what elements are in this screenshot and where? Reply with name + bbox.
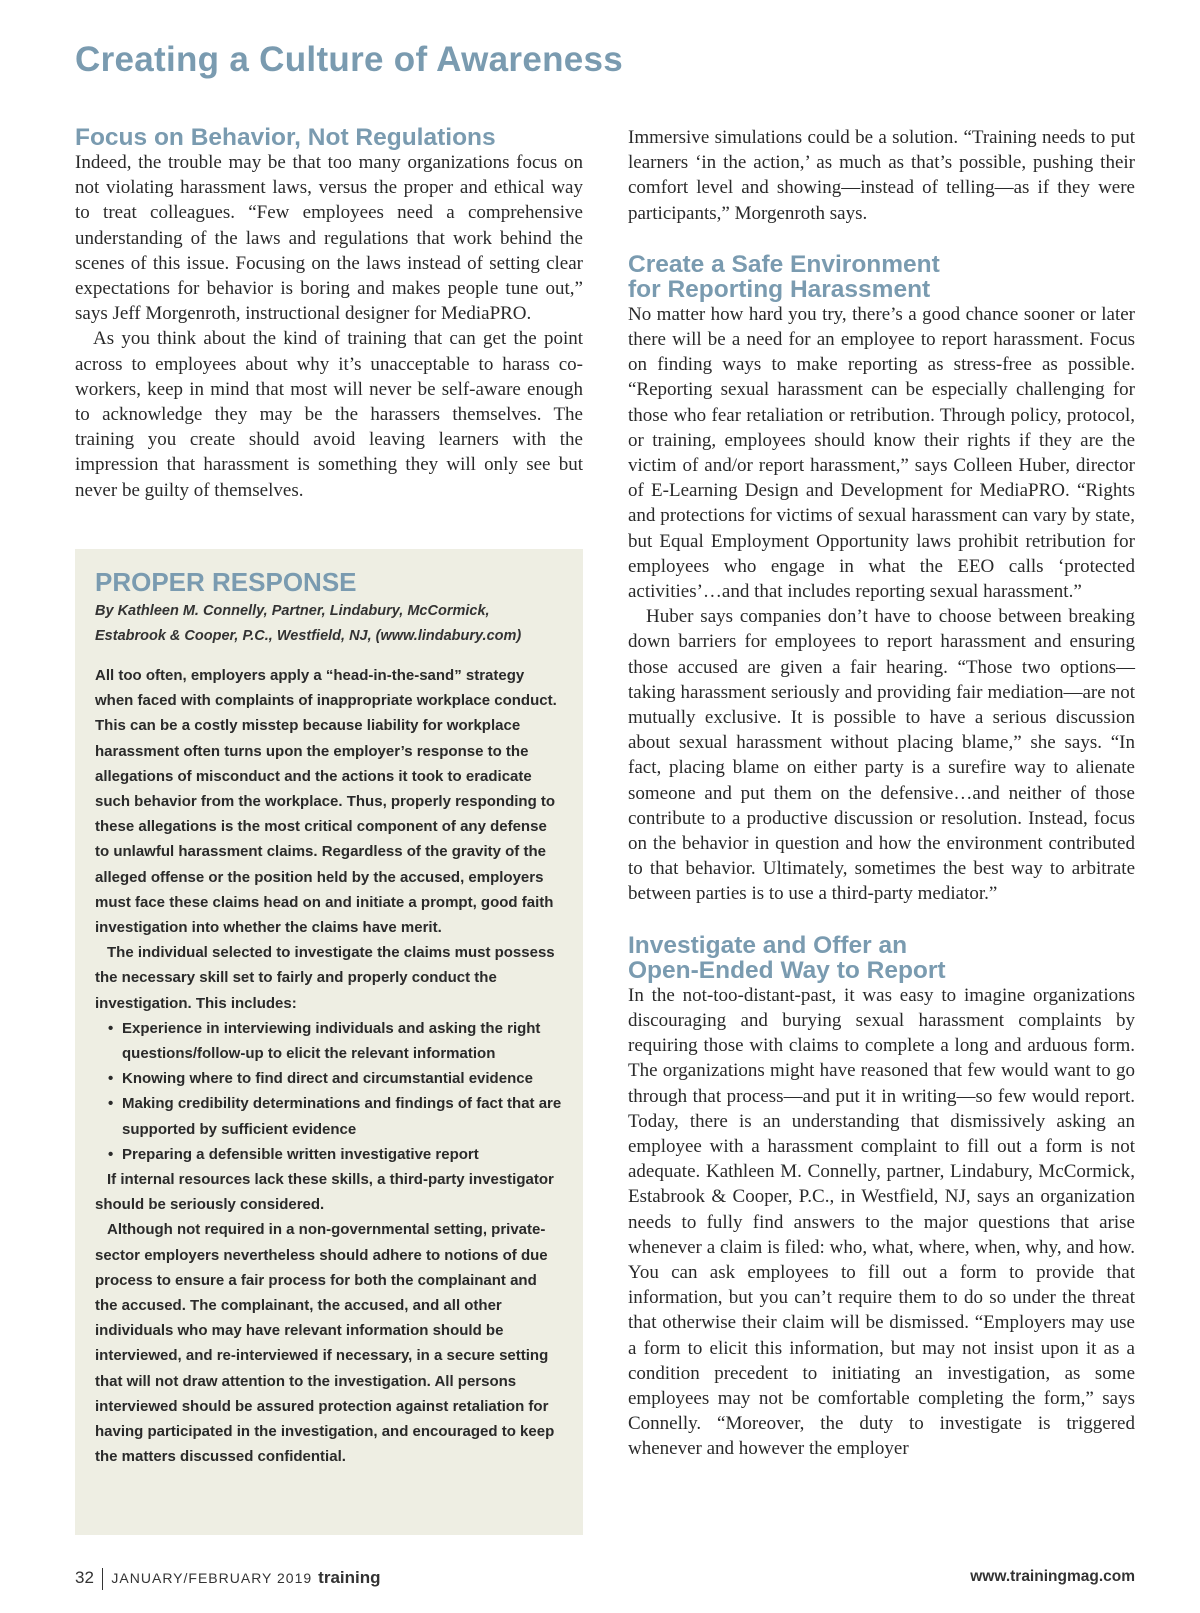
section-heading-investigate: Investigate and Offer an Open-Ended Way to Report: [628, 931, 946, 984]
section-heading-safe-environment: Create a Safe Environment for Reporting Harassment: [628, 250, 940, 303]
list-item: • Preparing a defensible written investigative report: [108, 1142, 563, 1167]
list-item: • Experience in interviewing individuals and asking the right questions/follow-up to elicit the relevant information: [108, 1016, 563, 1066]
magazine-name: training: [318, 1568, 381, 1587]
bullet-icon: •: [108, 1019, 114, 1037]
sidebar-paragraph: Although not required in a non-governmental setting, private-sector employers nevertheless should adhere to notions of due process to ensure a fair process for both the complainant and the accused. The complainant, the accused, and all other individuals who may have relevant information should be interviewed, and re-interviewed if necessary, in a secure setting that will not draw attention to the investigation. All persons interviewed should be assured protection against retaliation for having participated in the investigation, and encouraged to keep the matters discussed confidential.: [95, 1221, 555, 1466]
body-paragraph: As you think about the kind of training that can get the point across to employees about why it’s unacceptable to harass co-workers, keep in mind that most will never be self-aware enough to acknowledge they may be the harassers themselves. The training you create should avoid leaving learners with the impression that harassment is something they will only see but never be guilty of themselves.: [75, 328, 583, 501]
list-item: • Knowing where to find direct and circumstantial evidence: [108, 1066, 563, 1091]
issue-date: JANUARY/FEBRUARY 2019: [111, 1570, 313, 1586]
page-title: Creating a Culture of Awareness: [75, 40, 624, 79]
body-paragraph: No matter how hard you try, there’s a good chance sooner or later there will be a need for an employee to report harassment. Focus on finding ways to make reporting as stress-free as possible. “Reporting sexual harassment can be especially challenging for those who fear retaliation or retribution. Through policy, protocol, or training, employees should know their rights if they are the victim of and/or report harassment,” says Colleen Huber, director of E-Learning Design and Development for MediaPRO. “Rights and protections for victims of sexual harassment can vary by state, but Equal Employment Opportunity laws prohibit retribution for employees who engage in what the EEO calls ‘protected activities’…and that includes reporting sexual harassment.”: [628, 303, 1135, 603]
body-paragraph: In the not-too-distant-past, it was easy to imagine organizations discouraging and burying sexual harassment complaints by requiring those with claims to complete a long and arduous form. The organizations might have reasoned that few would want to go through that process—and put it in writing—so few would report. Today, there is an understanding that dismissively asking an employee with a harassment complaint to fill out a form is not adequate. Kathleen M. Connelly, partner, Lindabury, McCormick, Estabrook & Cooper, P.C., in Westfield, NJ, says an organization needs to fully find answers to the major questions that arise whenever a claim is filed: who, what, where, when, why, and how. You can ask employees to fill out a form to provide that information, but you can’t require them to do so under the threat that otherwise their claim will be dismissed. “Employers may use a form to elicit this information, but may not insist upon it as a condition precedent to initiating an investigation, as some employees may not be comfortable completing the form,” says Connelly. “Moreover, the duty to investigate is triggered whenever and however the employer: [628, 984, 1135, 1460]
sidebar-proper-response: [75, 549, 583, 1535]
list-item: • Making credibility determinations and findings of fact that are supported by sufficient evidence: [108, 1091, 563, 1141]
sidebar-byline: By Kathleen M. Connelly, Partner, Lindabury, McCormick, Estabrook & Cooper, P.C., Westfield, NJ, (www.lindabury.com): [95, 603, 522, 644]
bullet-icon: •: [108, 1095, 114, 1113]
body-paragraph: Huber says companies don’t have to choose between breaking down barriers for employees to report harassment and ensuring those accused are given a fair hearing. “Those two options—taking harassment seriously and providing fair mediation—are not mutually exclusive. It is possible to have a serious discussion about sexual harassment without placing blame,” she says. “In fact, placing blame on either party is a surefire way to alienate someone and put them on the defensive…and neither of those contribute to a productive discussion or resolution. Instead, focus on the behavior in question and how the environment contributed to that behavior. Ultimately, sometimes the best way to arbitrate between parties is to use a third-party mediator.”: [628, 606, 1135, 905]
footer-divider: [102, 1568, 104, 1590]
section-heading-focus-on-behavior: Focus on Behavior, Not Regulations: [75, 124, 496, 151]
bullet-icon: •: [108, 1070, 114, 1088]
sidebar-title: PROPER RESPONSE: [95, 567, 357, 597]
sidebar-paragraph: If internal resources lack these skills, a third-party investigator should be seriously considered.: [95, 1171, 554, 1214]
page-footer: [75, 1568, 1135, 1592]
website-url: www.trainingmag.com: [970, 1568, 1135, 1585]
sidebar-bullet-list: [95, 1016, 563, 1167]
body-paragraph: Immersive simulations could be a solution. “Training needs to put learners ‘in the action,’ as much as that’s possible, pushing their comfort level and showing—instead of telling—as if they were participants,” Morgenroth says.: [628, 127, 1135, 224]
left-column: [75, 125, 583, 503]
page-number: 32: [75, 1568, 94, 1587]
bullet-icon: •: [108, 1145, 114, 1163]
sidebar-paragraph: The individual selected to investigate the claims must possess the necessary skill set to fairly and properly conduct the investigation. This includes:: [95, 944, 555, 1012]
sidebar-paragraph: All too often, employers apply a “head-in-the-sand” strategy when faced with complaints of inappropriate workplace conduct. This can be a costly misstep because liability for workplace harassment often turns upon the employer’s response to the allegations of misconduct and the actions it took to eradicate such behavior from the workplace. Thus, properly responding to these allegations is the most critical component of any defense to unlawful harassment claims. Regardless of the gravity of the alleged offense or the position held by the accused, employers must face these claims head on and initiate a prompt, good faith investigation into whether the claims have merit.: [95, 667, 557, 937]
right-column: [628, 125, 1135, 1462]
body-paragraph: Indeed, the trouble may be that too many organizations focus on not violating harassment laws, versus the proper and ethical way to treat colleagues. “Few employees need a comprehensive understanding of the laws and regulations that work behind the scenes of this issue. Focusing on the laws instead of setting clear expectations for behavior is boring and makes people tune out,” says Jeff Morgenroth, instructional designer for MediaPRO.: [75, 152, 583, 325]
